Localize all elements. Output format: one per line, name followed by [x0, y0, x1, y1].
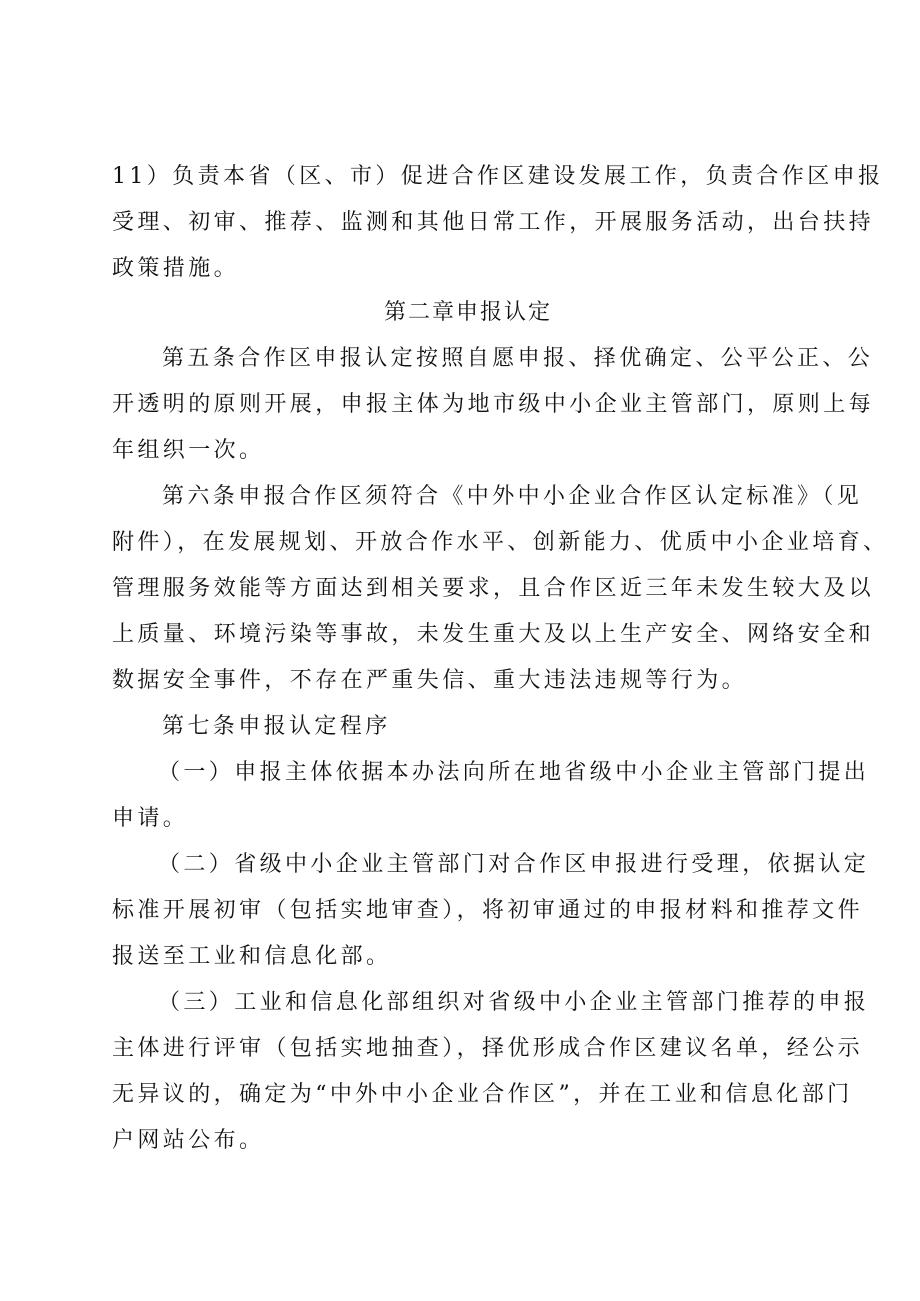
paragraph-line: 申请。: [112, 806, 189, 831]
paragraph-line: 无异议的，确定为“中外中小企业合作区”，并在工业和信息化部门: [112, 1082, 853, 1107]
paragraph-line: 受理、初审、推荐、监测和其他日常工作，开展服务活动，出台扶持: [112, 210, 875, 235]
paragraph-line: 年组织一次。: [112, 438, 265, 463]
paragraph-line: 政策措施。: [112, 256, 240, 281]
paragraph-line: 数据安全事件，不存在严重失信、重大违法违规等行为。: [112, 668, 748, 693]
chapter-title: 第二章申报认定: [384, 300, 553, 325]
paragraph-line: （三）工业和信息化部组织对省级中小企业主管部门推荐的申报: [158, 990, 870, 1015]
section-heading: 第七条申报认定程序: [162, 714, 391, 739]
paragraph-line: 第五条合作区申报认定按照自愿申报、择优确定、公平公正、公: [162, 346, 874, 371]
paragraph-line: （一）申报主体依据本办法向所在地省级中小企业主管部门提出: [158, 760, 870, 785]
paragraph-line: 附件），在发展规划、开放合作水平、创新能力、优质中小企业培育、: [112, 530, 889, 555]
paragraph-line: 户网站公布。: [112, 1128, 265, 1153]
paragraph-line: 11）负责本省（区、市）促进合作区建设发展工作，负责合作区申报: [112, 164, 884, 189]
paragraph-line: 上质量、环境污染等事故，未发生重大及以上生产安全、网络安全和: [112, 622, 875, 647]
paragraph-line: 开透明的原则开展，申报主体为地市级中小企业主管部门，原则上每: [112, 392, 875, 417]
paragraph-line: （二）省级中小企业主管部门对合作区申报进行受理，依据认定: [158, 852, 870, 877]
paragraph-line: 管理服务效能等方面达到相关要求，且合作区近三年未发生较大及以: [112, 576, 875, 601]
paragraph-line: 报送至工业和信息化部。: [112, 944, 392, 969]
paragraph-line: 主体进行评审（包括实地抽查），择优形成合作区建议名单，经公示: [112, 1036, 864, 1061]
paragraph-line: 标准开展初审（包括实地审查），将初审通过的申报材料和推荐文件: [112, 898, 864, 923]
paragraph-line: 第六条申报合作区须符合《中外中小企业合作区认定标准》（见: [162, 484, 863, 509]
